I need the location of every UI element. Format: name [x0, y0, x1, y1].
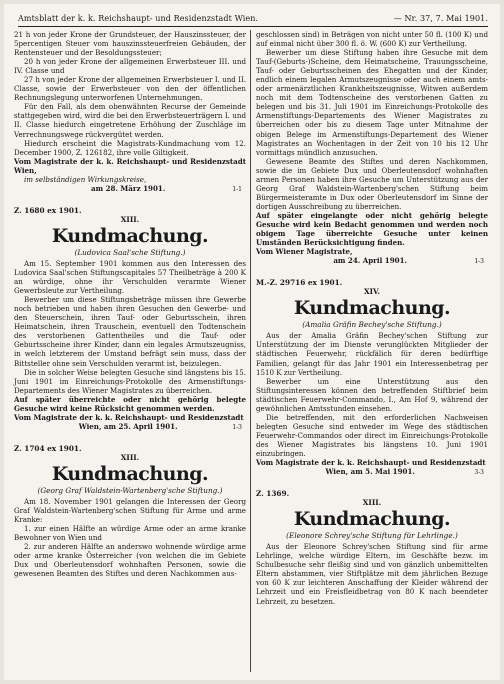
signature-line	[14, 184, 246, 194]
right-column	[256, 30, 488, 606]
newspaper-page	[4, 4, 500, 680]
header-issue: — Nr. 37, 7. Mai 1901.	[393, 14, 488, 23]
notice-title: Kundmachung.	[51, 462, 209, 485]
section-numeral: XIV.	[363, 287, 380, 297]
signature-authority: Vom Wiener Magistrate,	[256, 247, 353, 257]
paragraph: 27 h von jeder Krone der allgemeinen Erwerbsteuer I. und II. Classe, sowie der Erwerbsteuer von den der öffentlichen Rechnungslegung unterworfenen Unternehmungen.	[14, 75, 246, 103]
notice-title: Kundmachung.	[293, 297, 451, 320]
reference-number: M.-Z. 29716 ex 1901.	[256, 278, 343, 288]
signature-date: am 24. April 1901.	[333, 256, 407, 266]
notice-subtitle: (Georg Graf Waldstein-Wartenberg'sche Stiftung.)	[37, 485, 223, 495]
signature-authority: Vom Magistrate der k. k. Reichshaupt- und Residenzstadt	[256, 458, 486, 468]
notice-title: Kundmachung.	[293, 508, 451, 531]
paragraph: Bewerber um diese Stiftungsbeträge müssen ihre Gewerbe noch betrieben und haben ihren Gesuchen den Gewerbe- und den Steuerschein, ihren Tauf- oder Geburtsschein, ihren Heimatschein, ihren Trauschein, eventuell den Todtenschein des verstorbenen Gattentheiles und die Tauf- oder Geburtsscheine ihrer Kinder, dann ein legales Armutszeugniss, in welch letzterem der Umstand befrägt sein muss, dass der Bittsteller ohne sein Verschulden verarmt ist, beizulegen.	[14, 295, 246, 368]
paragraph: Am 18. November 1901 gelangen die Interessen der Georg Graf Waldstein-Wartenberg'schen Stiftung für Arme und arme Kranke:	[14, 497, 246, 525]
paragraph: Aus der Eleonore Schrey'schen Stiftung sind für arme Lehrlinge, welche würdige Eltern, im Geschäfte bezw. im Schulbesuche sehr fleißig sind und von gänzlich unbemittelten Eltern abstammen, vier Stiftplätze mit dem jährlichen Bezuge von 60 K zur leichteren Anschaffung der Kleider während der Lehrzeit und ein Freisfleidbetrag von 80 K nach beendeter Lehrzeit, zu besetzen.	[256, 542, 488, 606]
left-column	[14, 30, 246, 578]
paragraph: Bewerber um diese Stiftung haben ihre Gesuche mit dem Tauf-(Geburts-)Scheine, dem Heimatscheine, Trauungsscheine, Tauf- oder Geburtsscheinen des Ehegatten und der Kinder, endlich einem legalen Armutszeugnisse oder auch einem amts- oder armenärztlichen Krankheitszeugnisse, Witwen außerdem noch mit dem Todtenscheine des verstorbenen Gatten zu belegen und bis 31. Juli 1901 im Einreichungs-Protokolle des Armenstiftungs-Departements des Wiener Magistrates zu überreichen oder bis zu diesem Tage unter Mitnahme der obigen Belege im Armenstiftungs-Departement des Wiener Magistrates an Wochentagen in der Zeit von 10 bis 12 Uhr vormittags mündlich anzusuchen.	[256, 48, 488, 157]
notice-subtitle: (Ludovica Saal'sche Stiftung.)	[74, 247, 186, 257]
paragraph-bold: Auf später überreichte oder nicht gehörig belegte Gesuche wird keine Rücksicht genommen werden.	[14, 394, 246, 413]
signature-line	[14, 422, 246, 432]
page-header	[18, 12, 488, 26]
notice-number: 1-1	[232, 185, 242, 193]
header-title: Amtsblatt der k. k. Reichshaupt- und Residenzstadt Wien.	[18, 14, 259, 23]
reference-number: Z. 1680 ex 1901.	[14, 205, 82, 215]
signature-authority: Vom Magistrate der k. k. Reichshaupt- und Residenzstadt Wien,	[14, 156, 246, 175]
notice-number: 1-3	[232, 423, 242, 431]
notice-subtitle: (Eleonore Schrey'sche Stiftung für Lehrlinge.)	[286, 531, 458, 541]
header-rule	[18, 26, 488, 27]
section-numeral: XIII.	[120, 452, 140, 462]
paragraph: Aus der Amalia Gräfin Bechey'schen Stiftung zur Unterstützung der im Dienste verunglückten Mitglieder der städtischen Feuerwehr, rückfälich für deren bedürftige Familien, gelangt für das Jahr 1901 ein Interessenbetrag per 1510 K zur Vertheilung.	[256, 331, 488, 377]
signature-line	[256, 467, 488, 477]
signature-date: am 28. März 1901.	[91, 183, 166, 193]
paragraph: Für den Fall, als dem obenwähnten Recurse der Gemeinde stattgegeben wird, wird die bei den Erwerbsteuerträgern I. und II. Classe hiedurch eingetretene Erhöhung der Zuschläge im Verrechnungswege rückvergütet werden.	[14, 102, 246, 139]
notice-number: 1-3	[474, 258, 484, 266]
column-divider	[250, 30, 251, 672]
paragraph: 1. zur einen Hälfte an würdige Arme oder an arme kranke Bewohner von Wien und	[14, 524, 246, 543]
paragraph: Die in solcher Weise belegten Gesuche sind längstens bis 15. Juni 1901 im Einreichungs-Protokolle des Armenstiftungs-Departements des Wiener Magistrates zu überreichen.	[14, 367, 246, 395]
signature-date: Wien, am 5. Mai 1901.	[325, 467, 415, 477]
paragraph: 20 h von jeder Krone der allgemeinen Erwerbsteuer III. und IV. Classe und	[14, 57, 246, 76]
paragraph: Gewesene Beamte des Stiftes und deren Nachkommen, sowie die im Gebiete Dux und Oberleutensdorf wohnhaften armen Personen haben ihre Gesuche um Unterstützung aus der Georg Graf Waldstein-Wartenberg'schen Stiftung beim Bürgermeisteramte in Dux oder Oberleutensdorf im Sinne der dortigen Ausschreibung zu überreichen.	[256, 156, 488, 211]
reference-number: Z. 1704 ex 1901.	[14, 443, 82, 453]
paragraph: 21 h von jeder Krone der Grundsteuer, der Hauszinssteuer, der 5percentigen Steuer vom hauszinssteuerfreien Gebäuden, der Rentensteuer und der Besoldungssteuer;	[14, 30, 246, 58]
notice-title: Kundmachung.	[51, 224, 209, 247]
notice-number: 3-3	[474, 469, 484, 477]
paragraph: Bewerber um eine Unterstützung aus den Stiftungsinteressen können den betreffenden Stiftbrief beim städtischen Feuerwehr-Commando, I., Am Hof 9, während der gewöhnlichen Amtsstunden einsehen.	[256, 376, 488, 413]
paragraph: 2. zur anderen Hälfte an anderswo wohnende würdige arme oder arme kranke Österreicher (von welchen die im Gebiete Dux und Oberleutensdorf wohnhaften Personen, sowie die gewesenen Beamten des Stiftes und deren Nachkommen aus-	[14, 542, 246, 579]
notice-subtitle: (Amalia Gräfin Bechey'sche Stiftung.)	[302, 320, 442, 330]
section-numeral: XIII.	[120, 214, 140, 224]
signature-authority: Vom Magistrate der k. k. Reichshaupt- und Residenzstadt	[14, 412, 244, 422]
reference-number: Z. 1369.	[256, 489, 290, 499]
paragraph: geschlossen sind) in Beträgen von nicht unter 50 fl. (100 K) und auf einmal nicht über 300 fl. ö. W. (600 K) zur Vertheilung.	[256, 30, 488, 49]
paragraph-bold: Auf später eingelangte oder nicht gehörig belegte Gesuche wird kein Bedacht genommen und werden noch obigem Tage überreichte Gesuche unter keinen Umständen Berücksichtigung finden.	[256, 210, 488, 248]
signature-line	[256, 256, 488, 266]
section-numeral: XIII.	[362, 498, 382, 508]
paragraph: Die betreffenden, mit den erforderlichen Nachweisen belegten Gesuche sind entweder im Wege des städtischen Feuerwehr-Commandos oder direct im Einreichungs-Protokolle des Wiener Magistrates bis längstens 10. Juni 1901 einzubringen.	[256, 412, 488, 458]
paragraph: Hiedurch erscheint die Magistrats-Kundmachung vom 12. December 1900, Z. 126182, ihre volle Giltigkeit.	[14, 138, 246, 157]
signature-scope: im selbständigen Wirkungskreise,	[24, 174, 147, 184]
signature-date: Wien, am 25. April 1901.	[78, 421, 178, 431]
paragraph: Am 15. September 1901 kommen aus den Interessen des Ludovica Saal'schen Stiftungscapitales 57 Theilbeträge à 200 K an würdige, ohne ihr Verschulden verarmte Wiener Gewerbsleute zur Vertheilung.	[14, 258, 246, 296]
